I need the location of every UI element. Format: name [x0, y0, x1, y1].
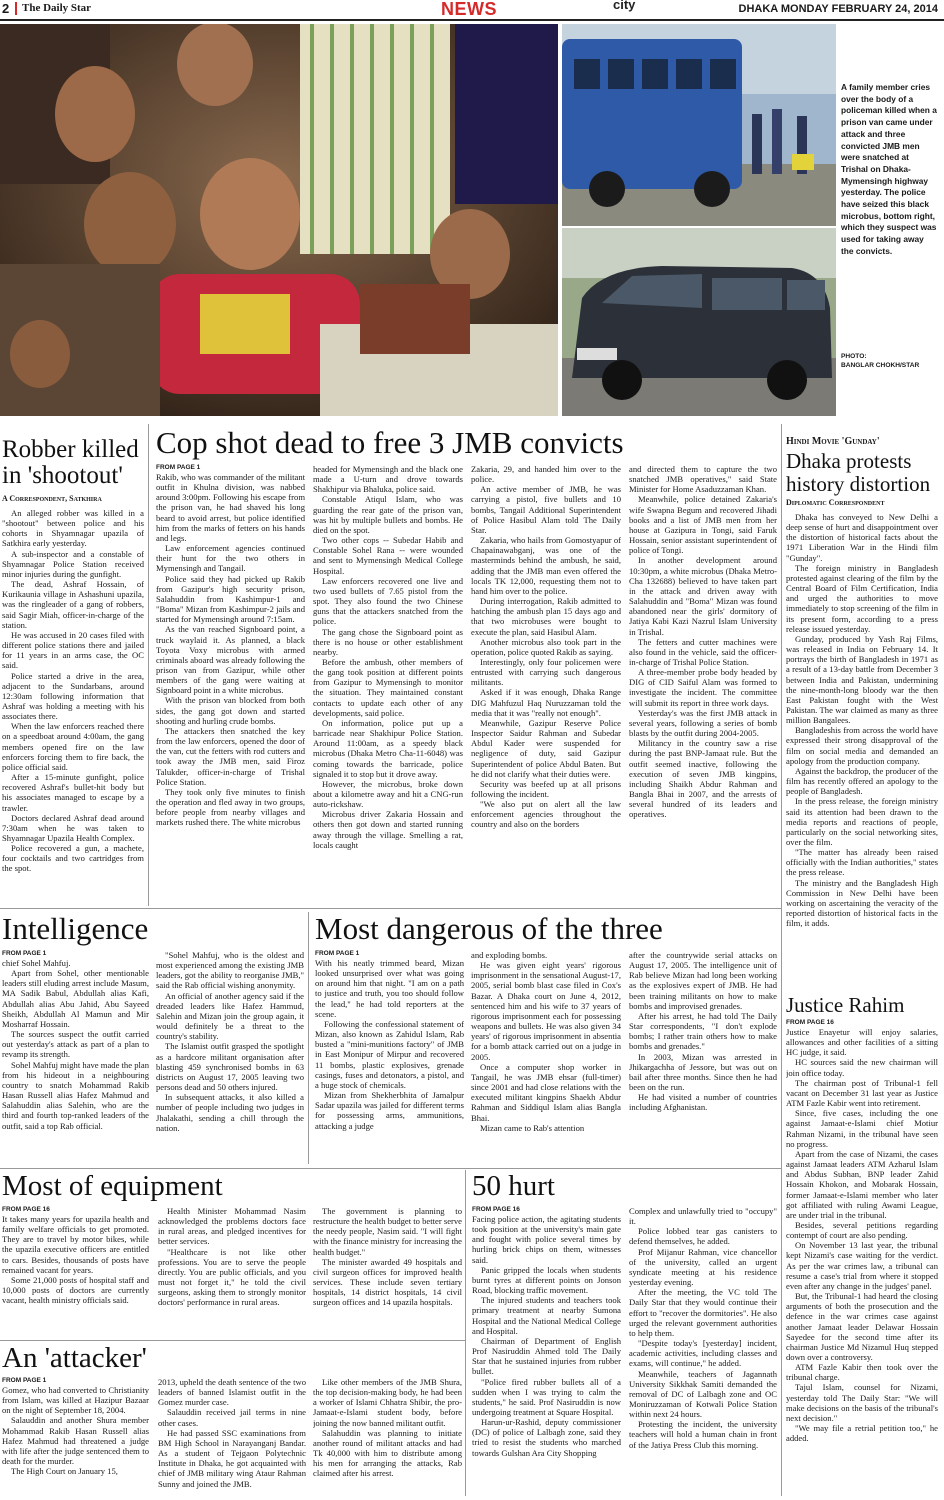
hurt-col1-paras — [472, 1214, 621, 1458]
paragraph: Meanwhile, Gazipur Reserve Police Inspector Saidur Rahman and Subedar Abdul Kader were suspended for negligence of duty, said Gazipur Superintendent of police Abdul Baten. But he did not clarify what their duties were. — [471, 717, 621, 779]
paragraph: They took only five minutes to finish the operation and fled away in two groups, before people from nearby villages and markets rushed there. The white microbus — [156, 786, 305, 828]
paragraph: 2013, upheld the death sentence of the two leaders of banned Islamist outfit in the Gomez murder case. — [158, 1377, 306, 1408]
paragraph: An alleged robber was killed in a "shootout" between police and his cohorts in Shyamnagar upazila of Satkhira early yesterday. — [2, 508, 144, 549]
attacker-col1-paras — [2, 1385, 149, 1476]
paragraph: He was given eight years' rigorous imprisonment in the sensational August-17, 2005, serial bomb blast case filed in Cox's Bazar. A Dhaka court on June 4, 2012, sentenced him and his wife to 37 years of rigorous imprisonment each for possessing weapons and bullets. He was also given 34 years' of rigorous imprisonment in absentia for a bomb attack carried out on a judge in 2005. — [471, 960, 621, 1062]
paragraph: The minister awarded 49 hospitals and civil surgeon offices for improved health services. These include seven tertiary hospitals, 14 district hospitals, 14 civil surgeon offices and 14 upazila hospitals. — [313, 1256, 462, 1308]
city-tag: city — [613, 0, 636, 12]
robber-body — [2, 492, 144, 900]
photo-credit-line2: BANGLAR CHOKH/STAR — [841, 362, 920, 369]
paragraph: and exploding bombs. — [471, 950, 548, 960]
cop-col-1 — [156, 464, 305, 896]
crowd-illustration — [0, 24, 558, 416]
paragraph: Chairman of Department of English Prof Nasiruddin Ahmed told The Daily Star that he sustained injuries from rubber bullet. — [472, 1335, 621, 1377]
intel-col-1 — [2, 950, 149, 1164]
prison-van-illustration — [562, 24, 836, 226]
justice-paras — [786, 1027, 938, 1443]
paragraph: chief Sohel Mahfuj. — [2, 958, 71, 968]
dangerous-col-2 — [471, 950, 621, 1164]
justice-from: FROM PAGE 16 — [786, 1019, 834, 1026]
section-rule — [0, 908, 781, 909]
paragraph: Gunday, produced by Yash Raj Films, was released in India on February 14. It portrays the birth of Bangladesh in 1971 as a result of a 13-day battle from December 3 between India and Pakistan, undermining the nine-month-long bloody war the then East Pakistan fought with the West Pakistan. The war claimed as many as three million Bangalees. — [786, 633, 938, 726]
robber-headline-line1: Robber killed — [2, 436, 139, 463]
paragraph: Doctors declared Ashraf dead around 7:30am when he was taken to Shyamnagar Upazila Health Complex. — [2, 812, 144, 843]
photo-caption: A family member cries over the body of a policeman killed when a prison van came under attack and three convicted JMB men were snatched at Trishal on Dhaka-Mymensingh highway yesterday. The police have seized this black microbus, bottom right, which they suspect was used for taking away the convicts. — [841, 82, 937, 256]
paragraph: Asked if it was enough, Dhaka Range DIG Mahfuzul Haq Nuruzzaman told the media that it was "really not enough". — [471, 687, 621, 718]
cop-col-2 — [313, 464, 463, 896]
paragraph: "The matter has already been raised officially with the Indian authorities," states the press release. — [786, 847, 938, 878]
paragraph: headed for Mymensingh and the black one made a U-turn and drove towards Shakhipur via Bhaluka, police said. — [313, 464, 463, 495]
hindi-paras — [786, 512, 938, 928]
hurt-col2-paras — [629, 1206, 777, 1450]
paragraph: In another development around 10:30pm, a white microbus (Dhaka Metro-Cha 132688) believed to have taken part in the attack and driven away with Salahuddin and "Boma" Mizan was found abandoned near the girls' dormitory of Jatiya Kabi Kazi Nazrul Islam University in Trishal. — [629, 555, 777, 637]
paragraph: Zakaria, who hails from Gomostyapur of Chapainawabganj, was one of the masterminds behind the ambush, he said, adding that the JMB man even offered the locals TK 12,000, requesting them not to hand him over to the police. — [471, 535, 621, 596]
paragraph: He had visited a number of countries including Afghanistan. — [629, 1092, 777, 1113]
paragraph: On information, police put up a barricade near Shakhipur Police Station. Around 11:00am, as a speedy black microbus (Dhaka Metro Cha-11-6048) was coming towards the barricade, police signaled it to stop but it drove away. — [313, 717, 463, 779]
paragraph: The foreign ministry in Bangladesh protested against clearing of the film by the Central Board of Film Certification, India and urged the authorities to move immediately to stop screening of the film in its present form, according to a press release issued yesterday. — [786, 562, 938, 634]
equipment-from: FROM PAGE 16 — [2, 1206, 50, 1213]
paragraph: Apart from Sohel, other mentionable leaders still eluding arrest include Masum, MA Sadik Babul, Abdullah alias Kafi, Abdullah alias Abu Jahid, Abu Sayeed Sheikh, Abdullah Al Mamun and Mir Mosharraf Hossain. — [2, 968, 149, 1029]
hindi-body — [786, 496, 938, 960]
paragraph: Another microbus also took part in the operation, police quoted Rakib as saying. — [471, 636, 621, 657]
paragraph: The injured students and teachers took primary treatment at nearby Sumona Hospital and the National Medical College and Hospital. — [472, 1295, 621, 1336]
masthead — [0, 0, 944, 22]
paragraph: Gomez, who had converted to Christianity from Islam, was killed at Hazipur Bazaar on the night of September 18, 2004. — [2, 1385, 149, 1416]
equipment-col1-paras — [2, 1214, 149, 1305]
hindi-byline: Diplomatic Correspondent — [786, 498, 885, 507]
paragraph: ATM Fazle Kabir then took over the tribunal charge. — [786, 1362, 938, 1383]
paragraph: Salauddin received jail terms in nine other cases. — [158, 1407, 306, 1428]
paragraph: Tajul Islam, counsel for Nizami, yesterday told The Daily Star: "We will make decisions on the basis of the tribunal's next decision." — [786, 1382, 938, 1423]
hindi-kicker: Hindi Movie 'Gunday' — [786, 436, 880, 447]
dateline: DHAKA MONDAY FEBRUARY 24, 2014 — [738, 3, 938, 15]
paragraph: In the press release, the foreign ministry said its attention had been drawn to the media reports and reactions of people, particularly on the social networking sites, over the film. — [786, 796, 938, 847]
dangerous-col-3 — [629, 950, 777, 1164]
paragraph: Mizan came to Rab's attention — [480, 1122, 585, 1133]
paragraph: With the prison van blocked from both sides, the gang got down and started shooting and hurling crude bombs. — [156, 695, 305, 726]
hindi-headline-line1: Dhaka protests — [786, 449, 912, 473]
paragraph: The sources suspect the outfit carried out yesterday's attack as part of a plan to revamp its strength. — [2, 1029, 149, 1060]
paragraph: The attackers then snatched the key from the law enforcers, opened the door of the van, cut the fetters with rod cutters and took away the JMB men, said Firoz Talukder, officer-in-charge of Trishal Police Station. — [156, 725, 305, 787]
paragraph: Zakaria, 29, and handed him over to the police. — [471, 464, 621, 485]
paragraph: Security was beefed up at all prisons following the incident. — [471, 778, 621, 799]
paragraph: Sohel Mahfuj might have made the plan from his hideout in a neighbouring country to snatch Mohammad Rakib Hasan Russell alias Hafez Mahmud and Salahuddin alias Salehin, who are the third and fourth top-ranked leaders of the outfit, said a top Rab official. — [2, 1059, 149, 1131]
paragraph: "Healthcare is not like other professions. You are to serve the people directly. You are public officials, and you must not forget it," he told the civil surgeons, asking them to strongly monitor doctors' performance in rural areas. — [158, 1246, 306, 1308]
section-rule — [0, 1168, 781, 1169]
paragraph: Health Minister Mohammad Nasim acknowledged the problems doctors face in rural areas, and pledged incentives for better services. — [158, 1206, 306, 1247]
microbus-illustration — [562, 228, 836, 416]
column-rule — [308, 912, 309, 1164]
paragraph: In subsequent attacks, it also killed a number of people including two judges in Jhalakathi, sending a chill through the nation. — [156, 1092, 304, 1133]
hurt-col-2 — [629, 1206, 777, 1500]
attacker-col3-paras — [313, 1377, 462, 1479]
paragraph: Police said they had picked up Rakib from Gazipur's high security prison, Salahuddin from Kashimpur-1 and "Boma" Mizan from Kashimpur-2 jails and started for Mymensingh around 7:15am. — [156, 573, 305, 625]
attacker-col2-paras — [158, 1377, 306, 1489]
attacker-col-1 — [2, 1377, 149, 1499]
paragraph: after the countrywide serial attacks on August 17, 2005. The intelligence unit of Rab believe Mizan had long been working as the explosives expert of JMB. He had been training militants on how to make bombs and improvised grenades. — [629, 950, 777, 1011]
paragraph: Dhaka has conveyed to New Delhi a deep sense of hurt and disappointment over the distortion of historical facts about the 1971 Liberation War in the Hindi film "Gunday". — [786, 512, 938, 563]
photo-black-microbus — [562, 228, 836, 416]
robber-paras — [2, 508, 144, 874]
paragraph: Harun-ur-Rashid, deputy commissioner (DC) of police of Lalbagh zone, said they tried to resist the students who marched towards Gulshan Ara City Shopping — [472, 1417, 621, 1458]
paragraph: and directed them to capture the two snatched JMB operatives," said State Minister for Home Asaduzzaman Khan. — [629, 464, 777, 495]
paragraph: After a 15-minute gunfight, police recovered Ashraf's bullet-hit body but his associates managed to escape by a trawler. — [2, 772, 144, 813]
paragraph: Complex and unlawfully tried to "occupy" it. — [629, 1206, 777, 1227]
cop-col3-paras — [471, 464, 621, 830]
dangerous-col-1 — [315, 950, 464, 1164]
cop-col-3 — [471, 464, 621, 896]
photo-credit-line1: PHOTO: — [841, 353, 867, 360]
intel-headline: Intelligence — [2, 911, 149, 946]
dangerous-headline: Most dangerous of the three — [315, 911, 663, 946]
paragraph: Following the confessional statement of Mizan, also known as Zahidul Islam, Rab busted a "mini-munitions factory" of JMB in East Monipur of Mirpur and recovered 11 bombs, plastic explosives, grenade casings, fuses and detonators, a pistol, and a huge stock of chemicals. — [315, 1018, 464, 1090]
paragraph: Panic gripped the locals when students burnt tyres at different points on Jonson Road, blocking traffic movement. — [472, 1264, 621, 1296]
paragraph: Besides, several petitions regarding contempt of court are also pending. — [786, 1219, 938, 1241]
paragraph: A sub-inspector and a constable of Shyamnagar Police Station received minor injuries during the gunfight. — [2, 548, 144, 579]
paragraph: An active member of JMB, he was carrying a pistol, five bullets and 10 bombs, Tangail Additional Superintendent of Police Hasibul Alam told The Daily Star. — [471, 484, 621, 535]
paragraph: Two other cops -- Subedar Habib and Constable Sohel Rana -- were wounded and sent to Mymensingh Medical College Hospital. — [313, 535, 463, 576]
paragraph: Police started a drive in the area, adjacent to the Sundarbans, around 12:30am following information that Ashraf was holding a meeting with his associates there. — [2, 670, 144, 722]
intel-from: FROM PAGE 1 — [2, 950, 47, 957]
dangerous-col3-paras — [629, 950, 777, 1113]
paragraph: With his neatly trimmed beard, Mizan looked unsurprised over what was going on around him that night. "I am on a path to justice and truth, you too should follow the lead," he had told reporters at the scene. — [315, 958, 464, 1019]
paragraph: The ministry and the Bangladesh High Commission in New Delhi have been working on ascertaining the veracity of the reported distortion of historical facts in the film, it adds. — [786, 877, 938, 929]
column-rule — [781, 424, 782, 1496]
hindi-headline-line2: history distortion — [786, 472, 931, 496]
paragraph: The dead, Ashraf Hossain, of Kurikaunia village in Ashashuni upazila, was the ringleader of a gang of robbers, said Sagir Miah, officer-in-charge of the station. — [2, 579, 144, 630]
paragraph: Apart from the case of Nizami, the cases against Jamaat leaders ATM Azharul Islam and Abdus Subhan, BNP leader Zahid Hossain Khokon, and Mobarak Hossain, former Jamaat-e-Islami member who later got affiliated with ruling Awami League, are under trial in the tribunal. — [786, 1148, 938, 1220]
section-rule — [0, 1340, 465, 1341]
dangerous-from: FROM PAGE 1 — [315, 950, 360, 957]
intel-col2-paras — [156, 950, 304, 1133]
paragraph: Like other members of the JMB Shura, the top decision-making body, he had been a worker of Islami Chhatra Shibir, the pro-Jamaat-e-Islami student body, before joining the now banned militant outfit. — [313, 1377, 462, 1428]
attacker-from: FROM PAGE 1 — [2, 1377, 47, 1384]
paragraph: Constable Atiqul Islam, who was guarding the rear gate of the prison van, was hit by multiple bullets and bombs. He died on the spot. — [313, 494, 463, 535]
masthead-rule — [0, 19, 944, 21]
paragraph: The High Court on January 15, — [11, 1466, 118, 1477]
attacker-headline: An 'attacker' — [2, 1342, 147, 1374]
paragraph: Police recovered a gun, a machete, four cocktails and two cartridges from the spot. — [2, 843, 144, 874]
equipment-headline: Most of equipment — [2, 1170, 223, 1202]
robber-headline-line2: in 'shootout' — [2, 462, 123, 489]
paragraph: During interrogation, Rakib admitted to hatching the ambush plan 15 days ago and that two microbuses were bought to execute the plan, said Hasibul Alam. — [471, 596, 621, 637]
paragraph: When the law enforcers reached there on a speedboat around 4:00am, the gang members opened fire on the law enforcers forcing them to fire back, the police official said. — [2, 721, 144, 772]
paragraph: Meanwhile, police detained Zakaria's wife Swapna Begum and recovered Jihadi books and a list of JMB men from her house at Gazipura in Tongi, said Faruk Hossain, senior assistant superintendent of police of Tongi. — [629, 494, 777, 556]
page-number-bar — [15, 2, 17, 15]
paragraph: The government is planning to restructure the health budget to better serve the needy people, Nasim said. "I will fight with the finance ministry for increasing the health budget." — [313, 1206, 462, 1257]
paragraph: Mizan from Shekherbhita of Jamalpur Sadar upazila was jailed for different terms for possessing arms, ammunitions, attacking a judge — [315, 1090, 464, 1131]
paragraph: Protesting the incident, the university teachers will hold a human chain in front of the Jatiya Press Club this morning. — [629, 1419, 777, 1450]
attacker-col-3 — [313, 1377, 462, 1499]
paragraph: Meanwhile, teachers of Jagannath University Sikkhak Samiti demanded the removal of DC of Lalbagh zone and OC Moniruzzaman of Kotwali Police Station within next 24 hours. — [629, 1368, 777, 1420]
intel-col-2 — [156, 950, 304, 1164]
equipment-col2-paras — [158, 1206, 306, 1308]
paragraph: Law enforcement agencies continued their hunt for the two others in Mymensingh and Tangail. — [156, 543, 305, 574]
paragraph: The fetters and cutter machines were also found in the vehicle, said the officer-in-charge of Trishal Police Station. — [629, 636, 777, 667]
cop-col4-paras — [629, 464, 777, 819]
paragraph: As the van reached Signboard point, a truck waylaid it. As planned, a black Toyota Voxy microbus with armed criminals aboard was already following the prison van from Gazipur, while other members of the gang were waiting at Signboard point in a white microbus. — [156, 624, 305, 696]
page-number: 2 — [2, 1, 10, 16]
hurt-headline: 50 hurt — [472, 1170, 555, 1202]
paragraph: A three-member probe body headed by DIG of CID Saiful Alam was formed to investigate the incident. The committee will submit its report in three work days. — [629, 667, 777, 708]
paragraph: HC sources said the new chairman will join office today. — [786, 1057, 938, 1078]
paragraph: The Islamist outfit grasped the spotlight as a hardcore militant organisation after blasting 459 synchronised bombs in 63 districts on August 17, 2005 leaving two persons dead and 50 others injured. — [156, 1041, 304, 1093]
paragraph: Salahuddin was planning to initiate another round of militant attacks and had Tk 40,000 with him to distribute among his men for arranging the attacks, Rab claimed after his arrest. — [313, 1427, 462, 1479]
paragraph: The gang chose the Signboard point as there is no house or other establishment nearby. — [313, 626, 463, 657]
paragraph: "Despite today's [yesterday] incident, academic activities, including classes and exams, will continue," he added. — [629, 1338, 777, 1369]
paragraph: The chairman post of Tribunal-1 fell vacant on December 31 last year as Justice ATM Fazle Kabir went into retirement. — [786, 1077, 938, 1109]
paragraph: He had passed SSC examinations from BM High School in Narayanganj Bandar. As a student of Tejgaon Polytechnic Institute in Dhaka, he got acquainted with chief of JMB military wing Ataur Rahman Sunny and joined the JMB. — [158, 1427, 306, 1489]
paragraph: Interestingly, only four policemen were entrusted with carrying such dangerous militants. — [471, 656, 621, 688]
intel-col1-paras — [2, 958, 149, 1131]
paragraph: He was accused in 20 cases filed with different police stations there and jailed for 11 years in an arms case, the OC said. — [2, 629, 144, 671]
hurt-from: FROM PAGE 16 — [472, 1206, 520, 1213]
paragraph: An official of another agency said if the dreaded leaders like Hafez Hammud, Salehin and Mizan join the group again, it would definitely be a threat to the country's stability. — [156, 990, 304, 1042]
paragraph: On November 13 last year, the tribunal kept Nizami's case waiting for the verdict. As per the war crimes law, a tribunal can resume a case's trial from where it stopped even after any change in the judges' panel. — [786, 1240, 938, 1291]
photo-prison-van — [562, 24, 836, 226]
paragraph: Salauddin and another Shura member Mohammad Rakib Hasan Russell alias Hafez Mahmud had threatened a judge with life after the judge sentenced them to death for the murder. — [2, 1415, 149, 1467]
robber-byline: A Correspondent, Satkhira — [2, 494, 102, 503]
hurt-col-1 — [472, 1206, 621, 1500]
cop-col1-paras — [156, 472, 305, 827]
paragraph: In 2003, Mizan was arrested in Jhikargachha of Jessore, but was out on bail after three months. Since then he had been on the run. — [629, 1051, 777, 1093]
paragraph: Militancy in the country saw a rise during the past BNP-Jamaat rule. But the outfit seemed inactive, following the execution of seven JMB kingpins, including Shaikh Abdur Rahman and Bangla Bhai in 2007, and the arrests of several hundred of its leaders and operatives. — [629, 738, 777, 820]
photo-grieving-crowd — [0, 24, 558, 416]
dangerous-col2-paras — [471, 950, 621, 1133]
paragraph: "Police fired rubber bullets all of a sudden when I was trying to calm the students," he said. Prof Nasiruddin is now undergoing treatment at Square Hospital. — [472, 1376, 621, 1417]
attacker-col-2 — [158, 1377, 306, 1499]
paragraph: After the meeting, the VC told The Daily Star that they would continue their effort to "recover the dormitories". He also urged the relevant government authorities to help them. — [629, 1287, 777, 1338]
paragraph: Rakib, who was commander of the militant outfit in Khulna division, was nabbed around 3:00pm. Following his escape from the prison van, he had shaved his long beard to avoid arrest, but police identified him from the marks of fetters on his hands and legs. — [156, 472, 305, 543]
paragraph: Against the backdrop, the producer of the film has recently offered an apology to the people of Bangladesh. — [786, 765, 938, 797]
equipment-col-3 — [313, 1206, 462, 1338]
paragraph: Bangladeshis from across the world have expressed their strong disapproval of the film on social media and demanded an apology from the production company. — [786, 725, 938, 766]
paragraph: Facing police action, the agitating students took position at the university's main gate and fought with police several times by hurling brick chips on them, witnesses said. — [472, 1214, 621, 1265]
equipment-col-2 — [158, 1206, 306, 1338]
equipment-col-1 — [2, 1206, 149, 1338]
dangerous-col1-paras — [315, 958, 464, 1131]
paragraph: "We also put on alert all the law enforcement agencies throughout the country and also on the borders — [471, 799, 621, 830]
justice-body — [786, 1019, 938, 1499]
paragraph: Yesterday's was the first JMB attack in several years, following a series of bomb blasts by the outfit during 2004-2005. — [629, 707, 777, 739]
paragraph: Law enforcers recovered one live and two used bullets of 7.65 pistol from the spot. They also found the two Chinese guns that the attackers snatched from the police. — [313, 575, 463, 627]
paragraph: Some 21,000 posts of hospital staff and 10,000 posts of doctors are currently vacant, health ministry officials said. — [2, 1274, 149, 1306]
paragraph: Since, five cases, including the one against Jamaat-e-Islami chief Motiur Rahman Nizami, in the tribunal have seen no progress. — [786, 1108, 938, 1149]
equipment-col3-paras — [313, 1206, 462, 1308]
cop-from: FROM PAGE 1 — [156, 464, 201, 471]
paragraph: Once a computer shop worker in Tangail, he was JMB ehsar (full-timer) since 2001 and had close relations with the executed militant kingpins Shaekh Abdur Rahman and Siddiqul Islam alias Bangla Bhai. — [471, 1061, 621, 1123]
paragraph: After his arrest, he had told The Daily Star correspondents, "I don't explode bombs; I rather train others how to make bombs and grenades." — [629, 1010, 777, 1052]
paragraph: But, the Tribunal-1 had heard the closing arguments of both the prosecution and the defence in the war crimes case against another Jamaat leader Delawar Hossain Sayedee for the second time after its chairman Justice Md Nizamul Huq stepped down over a controversy. — [786, 1291, 938, 1362]
paragraph: It takes many years for upazila health and family welfare officials to get promoted. They are to travel by motor bikes, while the upazila executive officers are entitled to cars. Besides, thousands of posts have remained vacant for years. — [2, 1214, 149, 1275]
section-label: NEWS — [441, 0, 497, 19]
paragraph: "Sohel Mahfuj, who is the oldest and most experienced among the existing JMB leaders, got the ability to reorganise JMB," said the Rab official wishing anonymity. — [156, 950, 304, 991]
column-rule — [148, 424, 149, 906]
paper-name: The Daily Star — [22, 2, 92, 14]
cop-col-4 — [629, 464, 777, 896]
paragraph: However, the microbus, broke down about a kilometre away and hit a CNG-run auto-rickshaw. — [313, 778, 463, 810]
paragraph: Microbus driver Zakaria Hossain and others then got down and started running away through the village. Smelling a rat, locals caught — [313, 809, 463, 850]
column-rule — [465, 1170, 466, 1496]
paragraph: Prof Mijanur Rahman, vice chancellor of the university, called an urgent syndicate meeting at his residence yesterday evening. — [629, 1246, 777, 1288]
justice-headline: Justice Rahim — [786, 993, 905, 1017]
paragraph: "We may file a retrial petition too," he added. — [786, 1423, 938, 1444]
paragraph: Justice Enayetur will enjoy salaries, allowances and other facilities of a sitting HC judge, it said. — [786, 1027, 938, 1058]
paragraph: Before the ambush, other members of the gang took position at different points from Gazipur to Mymensingh to monitor the situation. They maintained constant contacts to update each other of any developments, said police. — [313, 656, 463, 718]
cop-headline: Cop shot dead to free 3 JMB convicts — [156, 425, 624, 460]
paragraph: Police lobbed tear gas canisters to defend themselves, he added. — [629, 1226, 777, 1247]
cop-col2-paras — [313, 464, 463, 850]
photo-credit — [841, 352, 941, 370]
